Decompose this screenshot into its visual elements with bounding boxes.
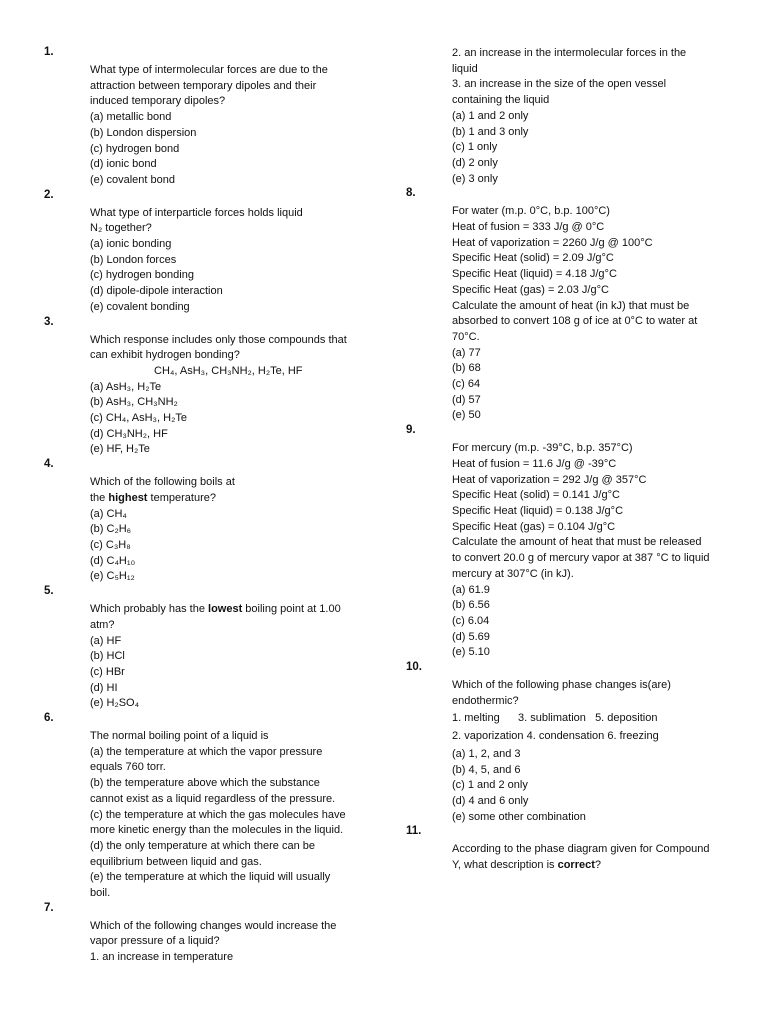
answer-option: boil. bbox=[90, 887, 111, 900]
question-text-emphasis: Which probably has the lowest boiling point at 1.00 bbox=[90, 603, 341, 616]
answer-option: (d) CH₃NH₂, HF bbox=[90, 427, 168, 440]
question-body bbox=[452, 187, 718, 424]
question-body bbox=[452, 825, 718, 873]
answer-option: (d) ionic bond bbox=[90, 158, 157, 171]
answer-option: (c) 6.04 bbox=[452, 614, 490, 627]
compound-list: CH₄, AsH₃, CH₃NH₂, H₂Te, HF bbox=[154, 364, 303, 377]
question-text: Heat of fusion = 333 J/g @ 0°C bbox=[452, 221, 605, 234]
answer-option: (b) AsH₃, CH₃NH₂ bbox=[90, 396, 178, 409]
answer-option: (a) HF bbox=[90, 634, 122, 647]
question-text: Which of the following phase changes is(are) bbox=[452, 679, 671, 692]
answer-option: (d) 2 only bbox=[452, 156, 498, 169]
question-number: 5. bbox=[44, 585, 54, 598]
right-column bbox=[384, 46, 768, 874]
answer-option: (c) HBr bbox=[90, 665, 125, 678]
answer-option: more kinetic energy than the molecules in the liquid. bbox=[90, 824, 344, 837]
question-body bbox=[90, 189, 366, 316]
question-text: Specific Heat (gas) = 0.104 J/g°C bbox=[452, 520, 616, 533]
answer-option: equilibrium between liquid and gas. bbox=[90, 855, 262, 868]
answer-option: (b) 1 and 3 only bbox=[452, 125, 529, 138]
answer-option: (e) some other combination bbox=[452, 810, 586, 823]
question-2 bbox=[0, 189, 384, 316]
question-body bbox=[452, 46, 718, 187]
question-body bbox=[90, 712, 366, 902]
answer-option: (d) 5.69 bbox=[452, 630, 490, 643]
question-text: induced temporary dipoles? bbox=[90, 95, 226, 108]
question-text: For mercury (m.p. -39°C, b.p. 357°C) bbox=[452, 442, 633, 455]
answer-option: (a) 1 and 2 only bbox=[452, 109, 529, 122]
question-body bbox=[452, 424, 718, 661]
answer-option: (a) metallic bond bbox=[90, 111, 172, 124]
question-number: 7. bbox=[44, 901, 54, 914]
answer-option: (a) CH₄ bbox=[90, 507, 127, 520]
answer-option: (a) AsH₃, H₂Te bbox=[90, 380, 162, 393]
phase-change-list: 1. melting 3. sublimation 5. deposition bbox=[452, 712, 658, 725]
statement-item: 3. an increase in the size of the open vessel bbox=[452, 78, 667, 91]
answer-option: (e) HF, H₂Te bbox=[90, 443, 150, 456]
question-text: atm? bbox=[90, 618, 115, 631]
statement-item: 1. an increase in temperature bbox=[90, 951, 234, 964]
question-number: 1. bbox=[44, 46, 54, 58]
answer-option: (a) 77 bbox=[452, 346, 481, 359]
question-6 bbox=[0, 712, 384, 902]
question-text: vapor pressure of a liquid? bbox=[90, 935, 220, 948]
question-number: 10. bbox=[406, 661, 422, 674]
answer-option: (c) C₃H₈ bbox=[90, 538, 131, 551]
question-text: Specific Heat (liquid) = 4.18 J/g°C bbox=[452, 268, 617, 281]
question-text: Which of the following changes would increase the bbox=[90, 919, 337, 932]
answer-option: (a) 61.9 bbox=[452, 583, 490, 596]
question-text: Calculate the amount of heat that must be released bbox=[452, 536, 702, 549]
answer-option: (e) the temperature at which the liquid will usually bbox=[90, 871, 331, 884]
answer-option: (b) 4, 5, and 6 bbox=[452, 763, 521, 776]
question-text: What type of intermolecular forces are due to the bbox=[90, 64, 328, 76]
answer-option: (b) HCl bbox=[90, 650, 125, 663]
question-text: According to the phase diagram given for Compound bbox=[452, 843, 710, 856]
answer-option: (b) London forces bbox=[90, 253, 177, 266]
question-number: 2. bbox=[44, 188, 54, 201]
question-text: attraction between temporary dipoles and their bbox=[90, 79, 317, 92]
answer-option: (b) 68 bbox=[452, 362, 481, 375]
question-4 bbox=[0, 458, 384, 585]
answer-option: (c) 1 and 2 only bbox=[452, 779, 528, 792]
answer-option: (d) dipole-dipole interaction bbox=[90, 285, 223, 298]
question-text: Calculate the amount of heat (in kJ) that must be bbox=[452, 299, 690, 312]
phase-change-list: 2. vaporization 4. condensation 6. freezing bbox=[452, 730, 659, 743]
question-body bbox=[90, 46, 366, 189]
question-7-continued bbox=[384, 46, 768, 187]
question-text: Specific Heat (liquid) = 0.138 J/g°C bbox=[452, 504, 624, 517]
question-text: What type of interparticle forces holds liquid bbox=[90, 206, 303, 219]
answer-option: (b) 6.56 bbox=[452, 599, 490, 612]
answer-option: equals 760 torr. bbox=[90, 761, 166, 774]
question-text-emphasis: the highest temperature? bbox=[90, 491, 216, 504]
left-column bbox=[0, 46, 384, 966]
statement-item: 2. an increase in the intermolecular forces in the bbox=[452, 47, 687, 59]
answer-option: (e) 5.10 bbox=[452, 646, 490, 659]
question-text: absorbed to convert 108 g of ice at 0°C to water at bbox=[452, 315, 698, 328]
question-number: 6. bbox=[44, 712, 54, 725]
answer-option: (d) HI bbox=[90, 681, 118, 694]
question-text: mercury at 307°C (in kJ). bbox=[452, 567, 574, 580]
question-text: Which response includes only those compounds that bbox=[90, 333, 347, 346]
question-text: Heat of vaporization = 2260 J/g @ 100°C bbox=[452, 236, 653, 249]
answer-option: (d) 4 and 6 only bbox=[452, 794, 529, 807]
question-text: For water (m.p. 0°C, b.p. 100°C) bbox=[452, 205, 610, 218]
question-8 bbox=[384, 187, 768, 424]
question-11 bbox=[384, 825, 768, 873]
question-body bbox=[90, 458, 366, 585]
answer-option: (c) hydrogen bond bbox=[90, 142, 180, 155]
question-10 bbox=[384, 661, 768, 825]
question-number: 11. bbox=[406, 825, 422, 838]
answer-option: cannot exist as a liquid regardless of the pressure. bbox=[90, 792, 336, 805]
answer-option: (e) C₅H₁₂ bbox=[90, 570, 135, 583]
question-body bbox=[90, 316, 366, 459]
question-text: Heat of vaporization = 292 J/g @ 357°C bbox=[452, 473, 647, 486]
question-number: 9. bbox=[406, 424, 416, 437]
question-number: 4. bbox=[44, 458, 54, 471]
statement-item: liquid bbox=[452, 62, 478, 75]
question-number: 3. bbox=[44, 315, 54, 328]
question-text: 70°C. bbox=[452, 330, 480, 343]
answer-option: (d) 57 bbox=[452, 393, 481, 406]
question-text: Which of the following boils at bbox=[90, 476, 235, 489]
answer-option: (b) London dispersion bbox=[90, 126, 197, 139]
question-text: can exhibit hydrogen bonding? bbox=[90, 349, 240, 362]
question-text: Specific Heat (gas) = 2.03 J/g°C bbox=[452, 283, 609, 296]
question-text: Specific Heat (solid) = 0.141 J/g°C bbox=[452, 489, 620, 502]
question-text: to convert 20.0 g of mercury vapor at 387 °C to liquid bbox=[452, 552, 710, 565]
question-body bbox=[90, 585, 366, 712]
answer-option: (c) hydrogen bonding bbox=[90, 269, 194, 282]
answer-option: (c) the temperature at which the gas molecules have bbox=[90, 808, 346, 821]
question-body bbox=[90, 902, 366, 966]
answer-option: (d) C₄H₁₀ bbox=[90, 554, 136, 567]
question-text: Heat of fusion = 11.6 J/g @ -39°C bbox=[452, 457, 617, 470]
question-body bbox=[452, 661, 718, 825]
answer-option: (a) ionic bonding bbox=[90, 238, 172, 251]
answer-option: (a) the temperature at which the vapor pressure bbox=[90, 745, 323, 758]
question-3 bbox=[0, 316, 384, 459]
question-9 bbox=[384, 424, 768, 661]
answer-option: (e) 3 only bbox=[452, 172, 498, 185]
answer-option: (e) H₂SO₄ bbox=[90, 697, 140, 710]
answer-option: (e) 50 bbox=[452, 409, 481, 422]
answer-option: (c) CH₄, AsH₃, H₂Te bbox=[90, 412, 187, 425]
question-7 bbox=[0, 902, 384, 966]
answer-option: (e) covalent bond bbox=[90, 173, 175, 186]
question-text: endothermic? bbox=[452, 694, 519, 707]
statement-item: containing the liquid bbox=[452, 94, 550, 107]
answer-option: (e) covalent bonding bbox=[90, 300, 190, 313]
answer-option: (c) 1 only bbox=[452, 141, 498, 154]
answer-option: (c) 64 bbox=[452, 378, 481, 391]
question-text: N₂ together? bbox=[90, 222, 152, 235]
answer-option: (b) the temperature above which the substance bbox=[90, 777, 320, 790]
question-text: Specific Heat (solid) = 2.09 J/g°C bbox=[452, 252, 614, 265]
answer-option: (a) 1, 2, and 3 bbox=[452, 747, 521, 760]
question-text: The normal boiling point of a liquid is bbox=[90, 730, 269, 743]
question-number: 8. bbox=[406, 187, 416, 200]
answer-option: (b) C₂H₆ bbox=[90, 523, 132, 536]
question-1 bbox=[0, 46, 384, 189]
answer-option: (d) the only temperature at which there can be bbox=[90, 839, 316, 852]
question-5 bbox=[0, 585, 384, 712]
question-text-emphasis: Y, what description is correct? bbox=[452, 859, 601, 872]
